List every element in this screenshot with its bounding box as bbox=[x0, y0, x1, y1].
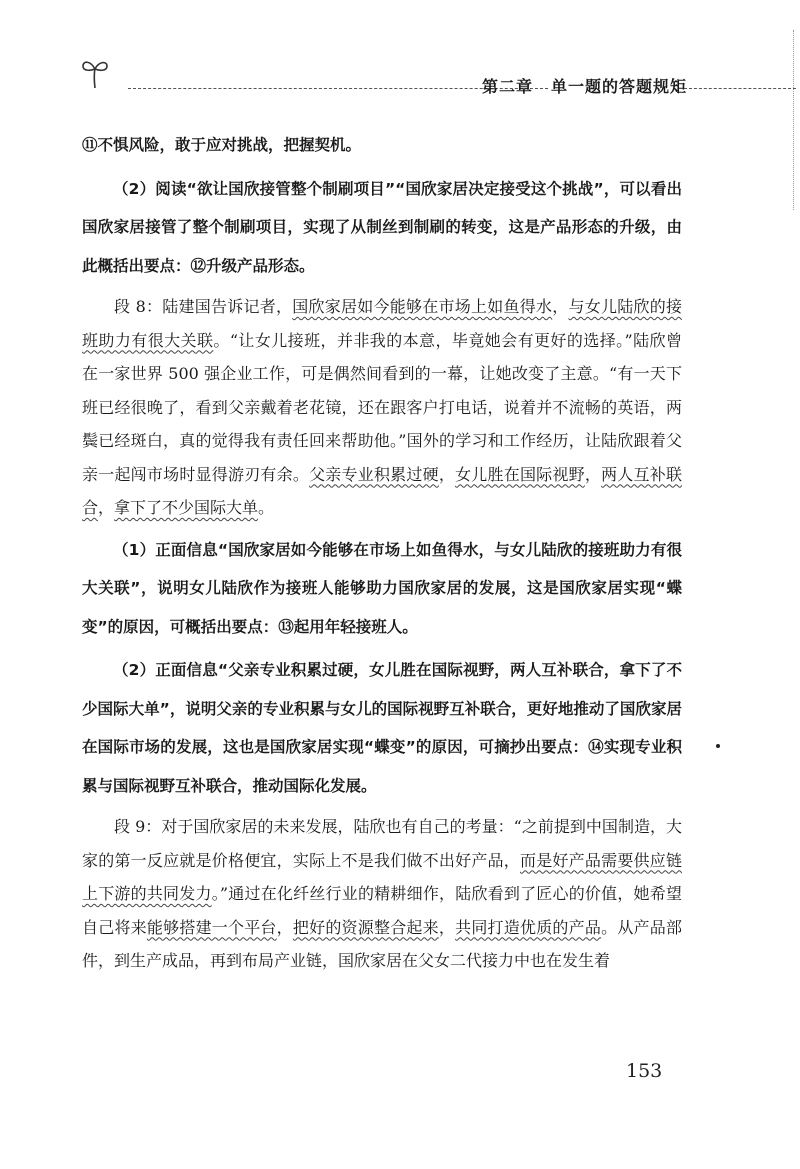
stray-dot bbox=[716, 744, 720, 748]
analysis-paragraph-1: （1）正面信息“国欣家居如今能够在市场上如鱼得水，与女儿陆欣的接班助力有很大关联”，说明女儿陆欣作为接班人能够助力国欣家居的发展，这是国欣家居实现“蝶变”的原因，可概括出要点：⑬起用年轻接班人。 bbox=[82, 540, 682, 636]
underlined-phrase: 能够搭建一个平台 bbox=[146, 917, 277, 937]
underlined-phrase: 把好的资源整合起来 bbox=[292, 917, 439, 937]
underlined-phrase: 父亲专业积累过硬 bbox=[309, 464, 439, 484]
underlined-phrase: 拿下了不少国际大单 bbox=[114, 498, 259, 517]
chapter-heading bbox=[482, 74, 687, 97]
chapter-number: 第二章 bbox=[482, 77, 534, 96]
underlined-phrase: 而是好产品需要供应链上下游的共同发力 bbox=[82, 850, 682, 903]
analysis-paragraph-2: （2）阅读“欲让国欣接管整个制刷项目”“国欣家居决定接受这个挑战”，可以看出国欣家居接管了整个制刷项目，实现了从制丝到制刷的转变，这是产品形态的升级，由此概括出要点：⑫升级产品形态。 bbox=[82, 179, 682, 275]
edge-dots bbox=[793, 30, 796, 210]
underlined-phrase: 两人互补联合 bbox=[82, 464, 682, 517]
page-header bbox=[80, 56, 800, 96]
point-11: ⑪不惧风险，敢于应对挑战，把握契机。 bbox=[82, 136, 362, 154]
page-content bbox=[82, 126, 682, 984]
underlined-phrase: 女儿胜在国际视野 bbox=[455, 464, 585, 484]
header-rule-right bbox=[684, 88, 796, 89]
analysis-paragraph-2b: （2）正面信息“父亲专业积累过硬，女儿胜在国际视野，两人互补联合，拿下了不少国际大单”，说明父亲的专业积累与女儿的国际视野互补联合，更好地推动了国欣家居在国际市场的发展，这也是国欣家居实现“蝶变”的原因，可摘抄出要点：⑭实现专业积累与国际视野互补联合，推动国际化发展。 bbox=[82, 661, 682, 795]
chapter-title: 单一题的答题规矩 bbox=[551, 77, 688, 96]
underlined-phrase: 国欣家居如今能够在市场上如鱼得水 bbox=[292, 297, 553, 316]
underlined-phrase: 共同打造优质的产品 bbox=[455, 917, 602, 937]
section-9-paragraph: 段 9：对于国欣家居的未来发展，陆欣也有自己的考量：“之前提到中国制造，大家的第一反应就是价格便宜，实际上不是我们做不出好产品，而是好产品需要供应链上下游的共同发力。”通过在化纤丝行业的精耕细作，陆欣看到了匠心的价值，她希望自己将来能够搭建一个平台，把好的资源整合起来，共同打造优质的产品。从产品部件，到生产成品，再到布局产业链，国欣家居在父女二代接力中也在发生着 bbox=[82, 817, 682, 970]
sprout-icon bbox=[80, 56, 110, 90]
underlined-phrase: 与女儿陆欣的接班助力有很大关联 bbox=[82, 297, 682, 350]
page-number: 153 bbox=[626, 1060, 663, 1082]
section-8-paragraph: 段 8：陆建国告诉记者，国欣家居如今能够在市场上如鱼得水，与女儿陆欣的接班助力有很大关联。“让女儿接班，并非我的本意，毕竟她会有更好的选择。”陆欣曾在一家世界 500 强企业工作，可是偶然间看到的一幕，让她改变了主意。“有一天下班已经很晚了，看到父亲戴着老花镜，还在跟客户打电话，说着并不流畅的英语，两鬓已经斑白，真的觉得我有责任回来帮助他。”国外的学习和工作经历，让陆欣跟着父亲一起闯市场时显得游刃有余。父亲专业积累过硬，女儿胜在国际视野，两人互补联合，拿下了不少国际大单。 bbox=[82, 297, 682, 517]
